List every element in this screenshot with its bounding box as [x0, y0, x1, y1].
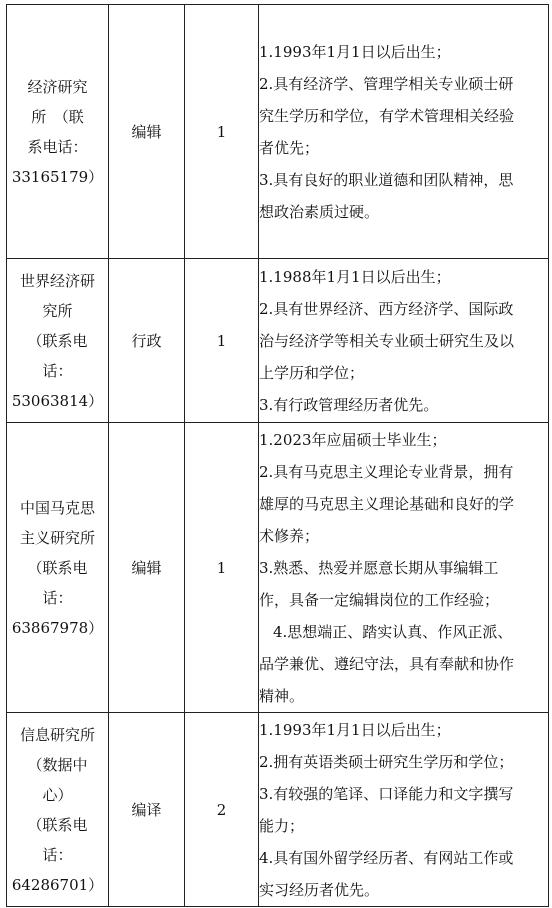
count-cell: 1	[185, 423, 259, 713]
unit-line: 53063814）	[11, 391, 104, 410]
position-cell: 编辑	[109, 5, 185, 259]
recruitment-table	[6, 4, 549, 907]
unit-line: 经济研究	[27, 77, 88, 96]
position-cell: 编辑	[109, 423, 185, 713]
requirement-line: 1.1993年1月1日以后出生；	[259, 42, 451, 61]
unit-cell	[7, 423, 109, 713]
unit-line: （联系电	[27, 815, 88, 834]
requirement-line: 实习经历者优先。	[259, 880, 380, 899]
unit-line: （数据中	[27, 755, 88, 774]
count-cell: 1	[185, 259, 259, 423]
unit-line: （联系电	[27, 331, 88, 350]
unit-cell	[7, 713, 109, 907]
requirement-line: 2.拥有英语类硕士研究生学历和学位；	[259, 752, 514, 771]
requirement-line: 雄厚的马克思主义理论基础和良好的学	[259, 494, 515, 513]
unit-line: 话：	[42, 361, 73, 380]
requirement-line: 4.思想端正、踏实认真、作风正派、	[273, 622, 513, 641]
table-row	[7, 713, 549, 907]
unit-line: 话：	[42, 845, 73, 864]
unit-line: 63867978）	[11, 618, 104, 637]
unit-line: 中国马克思	[19, 498, 95, 517]
requirement-line: 2.具有马克思主义理论专业背景，拥有	[259, 462, 514, 481]
requirement-line: 3.有较强的笔译、口译能力和文字撰写	[259, 784, 514, 803]
table-row	[7, 423, 549, 713]
requirement-line: 能力；	[259, 816, 305, 835]
table-row	[7, 259, 549, 423]
requirement-line: 品学兼优、遵纪守法，具有奉献和协作	[259, 654, 515, 673]
unit-line: （联系电	[27, 558, 88, 577]
unit-line: 33165179）	[11, 167, 104, 186]
requirement-line: 作，具备一定编辑岗位的工作经验；	[259, 590, 500, 609]
unit-line: 64286701）	[11, 875, 104, 894]
unit-line: 话：	[42, 588, 73, 607]
requirement-line: 3.有行政管理经历者优先。	[259, 395, 439, 414]
requirements-cell	[259, 423, 549, 713]
position-cell: 编译	[109, 713, 185, 907]
count-cell: 2	[185, 713, 259, 907]
unit-line: 究所	[42, 301, 73, 320]
requirement-line: 3.具有良好的职业道德和团队精神，思	[259, 170, 514, 189]
table-row	[7, 5, 549, 259]
requirement-line: 治与经济学等相关专业硕士研究生及以	[259, 331, 515, 350]
requirement-line: 想政治素质过硬。	[259, 202, 380, 221]
unit-line: 系电话：	[27, 137, 88, 156]
requirement-line: 者优先；	[259, 138, 320, 157]
requirement-line: 1.2023年应届硕士毕业生；	[259, 430, 447, 449]
requirement-line: 2.具有世界经济、西方经济学、国际政	[259, 299, 514, 318]
requirement-line: 精神。	[259, 686, 305, 705]
unit-line: 世界经济研	[19, 271, 95, 290]
requirements-cell	[259, 5, 549, 259]
requirement-line: 上学历和学位；	[259, 363, 365, 382]
unit-line: 心）	[42, 785, 73, 804]
requirements-cell	[259, 713, 549, 907]
requirement-line: 1.1993年1月1日以后出生；	[259, 720, 451, 739]
unit-cell	[7, 5, 109, 259]
unit-cell	[7, 259, 109, 423]
position-cell: 行政	[109, 259, 185, 423]
unit-line: 主义研究所	[19, 528, 95, 547]
requirement-line: 3.熟悉、热爱并愿意长期从事编辑工	[259, 558, 499, 577]
requirement-line: 究生学历和学位，有学术管理相关经验	[259, 106, 515, 125]
requirements-cell	[259, 259, 549, 423]
unit-line: 所 （联	[31, 107, 84, 126]
count-cell: 1	[185, 5, 259, 259]
unit-line: 信息研究所	[19, 725, 95, 744]
requirement-line: 4.具有国外留学经历者、有网站工作或	[259, 848, 514, 867]
requirement-line: 1.1988年1月1日以后出生；	[259, 267, 451, 286]
requirement-line: 术修养；	[259, 526, 320, 545]
requirement-line: 2.具有经济学、管理学相关专业硕士研	[259, 74, 514, 93]
